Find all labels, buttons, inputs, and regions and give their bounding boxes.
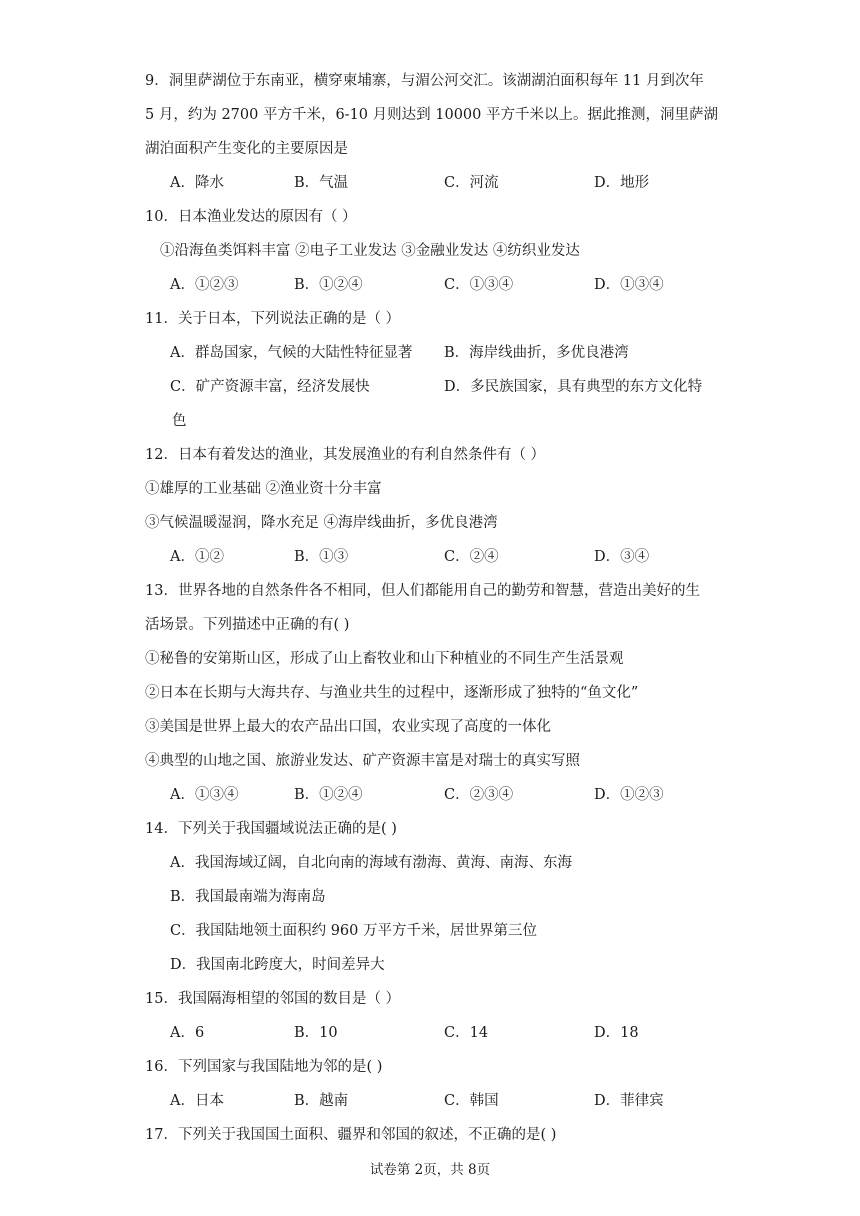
q9-option-a: A．降水: [170, 175, 224, 191]
q9-option-c: C．河流: [444, 175, 499, 191]
q16-option-a: A．日本: [170, 1093, 224, 1109]
q13-option-c: C．②③④: [444, 787, 514, 803]
q12-option-c: C．②④: [444, 549, 499, 565]
q16-option-c: C．韩国: [444, 1093, 499, 1109]
q14-option-d: D．我国南北跨度大，时间差异大: [170, 957, 385, 973]
q13-option-a: A．①③④: [170, 787, 239, 803]
q17-stem: 17．下列关于我国国土面积、疆界和邻国的叙述，不正确的是( ): [145, 1127, 557, 1143]
q9-option-d: D．地形: [594, 175, 650, 191]
q15-option-c: C．14: [444, 1025, 489, 1041]
q13-line-1: 13．世界各地的自然条件各不相同，但人们都能用自己的勤劳和智慧，营造出美好的生: [145, 583, 700, 599]
page-footer: 试卷第 2页，共 8页: [369, 1162, 491, 1178]
q16-stem: 16．下列国家与我国陆地为邻的是( ): [145, 1059, 383, 1075]
q15-option-a: A．6: [170, 1025, 205, 1041]
q9-option-b: B．气温: [294, 175, 349, 191]
q11-option-c: C．矿产资源丰富，经济发展快: [170, 379, 370, 395]
q12-stem: 12．日本有着发达的渔业，其发展渔业的有利自然条件有（ ）: [145, 447, 546, 463]
q15-option-b: B．10: [294, 1025, 338, 1041]
q11-option-b: B．海岸线曲折，多优良港湾: [444, 345, 629, 361]
q16-option-d: D．菲律宾: [594, 1093, 664, 1109]
q15-stem: 15．我国隔海相望的邻国的数目是（ ）: [145, 991, 401, 1007]
q13-item-1: ①秘鲁的安第斯山区，形成了山上畜牧业和山下种植业的不同生产生活景观: [145, 651, 624, 667]
q13-item-4: ④典型的山地之国、旅游业发达、矿产资源丰富是对瑞士的真实写照: [145, 753, 580, 769]
q14-option-c: C．我国陆地领土面积约 960 万平方千米，居世界第三位: [170, 923, 537, 939]
q12-item-line-2: ③气候温暖湿润，降水充足 ④海岸线曲折，多优良港湾: [145, 515, 498, 531]
q16-option-b: B．越南: [294, 1093, 349, 1109]
q10-option-d: D．①③④: [594, 277, 664, 293]
q11-option-a: A．群岛国家，气候的大陆性特征显著: [170, 345, 413, 361]
q13-item-2: ②日本在长期与大海共存、与渔业共生的过程中，逐渐形成了独特的“鱼文化”: [145, 685, 639, 701]
q10-items: ①沿海鱼类饵料丰富 ②电子工业发达 ③金融业发达 ④纺织业发达: [160, 243, 580, 259]
q13-item-3: ③美国是世界上最大的农产品出口国，农业实现了高度的一体化: [145, 719, 551, 735]
q13-line-2: 活场景。下列描述中正确的有( ): [145, 617, 350, 633]
q11-option-d: D．多民族国家，具有典型的东方文化特: [444, 379, 703, 395]
q13-option-b: B．①②④: [294, 787, 363, 803]
q12-item-line-1: ①雄厚的工业基础 ②渔业资十分丰富: [145, 481, 382, 497]
q10-option-b: B．①②④: [294, 277, 363, 293]
q14-option-a: A．我国海域辽阔，自北向南的海域有渤海、黄海、南海、东海: [170, 855, 572, 871]
q14-option-b: B．我国最南端为海南岛: [170, 889, 326, 905]
q12-option-d: D．③④: [594, 549, 650, 565]
q11-option-d-continued: 色: [172, 413, 187, 429]
q10-stem: 10．日本渔业发达的原因有（ ）: [145, 209, 357, 225]
q12-option-a: A．①②: [170, 549, 224, 565]
q11-stem: 11．关于日本，下列说法正确的是（ ）: [145, 311, 401, 327]
q12-option-b: B．①③: [294, 549, 349, 565]
q10-option-a: A．①②③: [170, 277, 239, 293]
q15-option-d: D．18: [594, 1025, 639, 1041]
q13-option-d: D．①②③: [594, 787, 664, 803]
q9-line-2: 5 月，约为 2700 平方千米，6-10 月则达到 10000 平方千米以上。据此推测，洞里萨湖: [145, 107, 718, 123]
q10-option-c: C．①③④: [444, 277, 514, 293]
q9-line-3: 湖泊面积产生变化的主要原因是: [145, 141, 348, 157]
q9-line-1: 9．洞里萨湖位于东南亚，横穿柬埔寨，与湄公河交汇。该湖湖泊面积每年 11 月到次年: [145, 73, 704, 89]
q14-stem: 14．下列关于我国疆域说法正确的是( ): [145, 821, 397, 837]
